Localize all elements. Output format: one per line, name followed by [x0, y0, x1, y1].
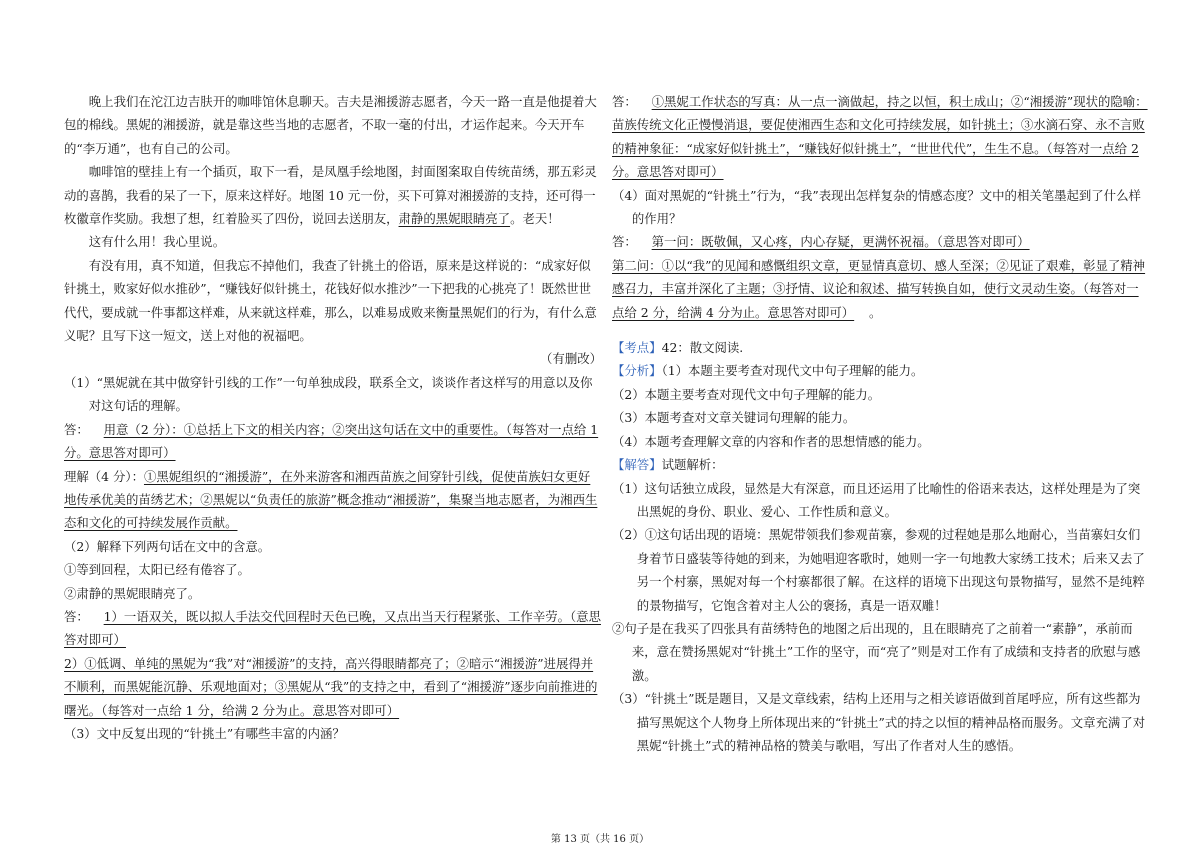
underlined-sentence: 肃静的黑妮眼睛亮了 [398, 211, 511, 227]
right-column [612, 90, 1150, 757]
solution-2: （2）①这句话出现的语境：黑妮带领我们参观苗寨，参观的过程她是那么地耐心，当苗寨妇女们身着节日盛装等待她的到来，为她唱迎客歌时，她则一字一句地教大家绣工技术；后来又去了另一个村寨，黑妮对每一个村寨都很了解。在这样的语境下出现这句景物描写，显然不是纯粹的景物描写，它饱含着对主人公的褒扬，真是一语双雕！ [612, 527, 1145, 613]
answer-label: 答： [64, 608, 89, 624]
answer-1b [64, 465, 602, 535]
answer-label: 理解（4 分）： [64, 468, 144, 484]
solution-1: （1）这句话独立成段，显然是大有深意，而且还运用了比喻性的俗语来表达，这样处理是为了突出黑妮的身份、职业、爱心、工作性质和意义。 [612, 480, 1141, 519]
fenxi-item-2: （2）本题主要考查对现代文中句子理解的能力。 [612, 386, 881, 402]
jieda-line [612, 453, 1150, 476]
answer-label: 答： [612, 94, 637, 109]
kaodian-line [612, 336, 1150, 359]
answer-2 [64, 605, 602, 652]
source-note: （有删改） [540, 351, 602, 367]
passage-paragraph-2 [64, 160, 602, 230]
passage-text: 。老天！ [510, 211, 560, 227]
question-2-item-2: ②肃静的黑妮眼睛亮了。 [64, 585, 201, 601]
solution-4: （3）“针挑土”既是题目，又是文章线索，结构上还用与之相关谚语做到首尾呼应，所有这些都为描写黑妮这个人物身上所体现出来的“针挑土”式的持之以恒的精神品格而服务。文章充满了对黑妮“针挑土”式的精神品格的赞美与歌唱，写出了作者对人生的感悟。 [612, 691, 1146, 753]
answer-4 [612, 230, 1150, 253]
question-2-item-1: ①等到回程，太阳已经有倦容了。 [64, 562, 250, 578]
solution-3: ②句子是在我买了四张具有苗绣特色的地图之后出现的，且在眼睛亮了之前着一“素静”，承前而来，意在赞扬黑妮对“针挑土”工作的坚守，而“亮了”则是对工作有了成绩和支持者的欣慰与感激。 [612, 620, 1141, 683]
answer-text: ①黑妮组织的“湘援游”，在外来游客和湘西苗族之间穿针引线，促使苗族妇女更好地传承优美的苗绣艺术；②黑妮以“负责任的旅游”概念推动“湘援游”，集聚当地志愿者，为湘西生态和文化的可持续发展作贡献。 [64, 468, 598, 531]
answer-label: 答： [612, 234, 637, 250]
passage-paragraph-3: 这有什么用！我心里说。 [88, 234, 226, 250]
answer-2b: 2）①低调、单纯的黑妮为“我”对“湘援游”的支持，高兴得眼睛都亮了；②暗示“湘援游”进展得并不顺利，而黑妮能沉静、乐观地面对；③黑妮从“我”的支持之中，看到了“湘援游”逐步向前推进的曙光。（每答对一点给 1 分，给满 2 分为止。意思答对即可） [64, 655, 598, 718]
spacer [612, 324, 1150, 336]
question-1: （1）“黑妮就在其中做穿针引线的工作”一句单独成段，联系全文，谈谈作者这样写的用意以及你对这句话的理解。 [64, 374, 593, 414]
answer-label: 答： [64, 421, 89, 437]
answer-text: 第二问：①以“我”的见闻和感慨组织文章，更显情真意切、感人至深；②见证了艰难，彰显了精神感召力，丰富并深化了主题；③抒情、议论和叙述、描写转换自如，使行文灵动生姿。（每答对一点给 2 分，给满 4 分为止。意思答对即可） [612, 257, 1146, 320]
passage-text: 咖啡馆的壁挂上有一个插页，取下一看，是凤凰手绘地图，封面图案取自传统苗绣，那五彩灵动的喜鹊，我看的呆了一下，原来这样好。地图 10 元一份，买下可算对湘援游的支持，还可得一枚徽章作奖励。我想了想，红着脸买了四份，说回去送朋友， [64, 164, 597, 227]
passage-paragraph-4: 有没有用，真不知道，但我忘不掉他们，我查了针挑土的俗语，原来是这样说的：“成家好似针挑土，败家好似水推砂”，“赚钱好似针挑土，花钱好似水推沙”一下把我的心挑亮了！既然世世代代，要成就一件事都这样难，从来就这样难，那么，以难易成败来衡量黑妮们的行为，有什么意义呢？且写下这一短文，送上对他的祝福吧。 [64, 257, 597, 344]
answer-end: 。 [869, 304, 882, 320]
left-column [64, 90, 602, 745]
jieda-text: 试题解析： [661, 457, 724, 473]
answer-4b [612, 254, 1150, 324]
answer-1 [64, 418, 602, 465]
question-4: （4）面对黑妮的“针挑土”行为，“我”表现出怎样复杂的情感态度？文中的相关笔墨起到了什么样的作用？ [612, 187, 1141, 227]
answer-3 [612, 90, 1150, 184]
jieda-tag: 【解答】 [612, 457, 662, 473]
fenxi-line [612, 359, 1150, 382]
page-footer: 第 13 页（共 16 页） [550, 834, 650, 845]
fenxi-tag: 【分析】 [612, 363, 662, 379]
question-2: （2）解释下列两句话在文中的含意。 [64, 538, 271, 554]
kaodian-text: 42：散文阅读. [661, 340, 744, 356]
fenxi-item-4: （4）本题考查理解文章的内容和作者的思想情感的能力。 [612, 433, 930, 449]
answer-text: ①黑妮工作状态的写真：从一点一滴做起，持之以恒，积土成山；②“湘援游”现状的隐喻：苗族传统文化正慢慢消退，要促使湘西生态和文化可持续发展，如针挑土；③水滴石穿、永不言败的精神象征：“成家好似针挑土”，“赚钱好似针挑土”，“世世代代”，生生不息。（每答对一点给 2 分。意思答对即可） [612, 94, 1148, 180]
fenxi-text: （1）本题主要考查对现代文中句子理解的能力。 [661, 363, 924, 379]
answer-text: 用意（2 分）：①总括上下文的相关内容；②突出这句话在文中的重要性。（每答对一点给 1 分。意思答对即可） [64, 421, 599, 461]
fenxi-item-3: （3）本题考查对文章关键词句理解的能力。 [612, 410, 856, 426]
kaodian-tag: 【考点】 [612, 340, 662, 356]
passage-paragraph-1: 晚上我们在沱江边吉肤开的咖啡馆休息聊天。吉夫是湘援游志愿者，今天一路一直是他提着大包的棉线。黑妮的湘援游，就是靠这些当地的志愿者，不取一毫的付出，才运作起来。今天开车的“李万通”，也有自己的公司。 [64, 94, 597, 156]
question-3: （3）文中反复出现的“针挑土”有哪些丰富的内涵？ [64, 725, 345, 741]
answer-text: 第一问：既敬佩，又心疼，内心存疑，更满怀祝福。（意思答对即可） [651, 234, 1030, 250]
answer-text: 1）一语双关，既以拟人手法交代回程时天色已晚，又点出当天行程紧张、工作辛劳。（意思答对即可） [64, 608, 601, 648]
